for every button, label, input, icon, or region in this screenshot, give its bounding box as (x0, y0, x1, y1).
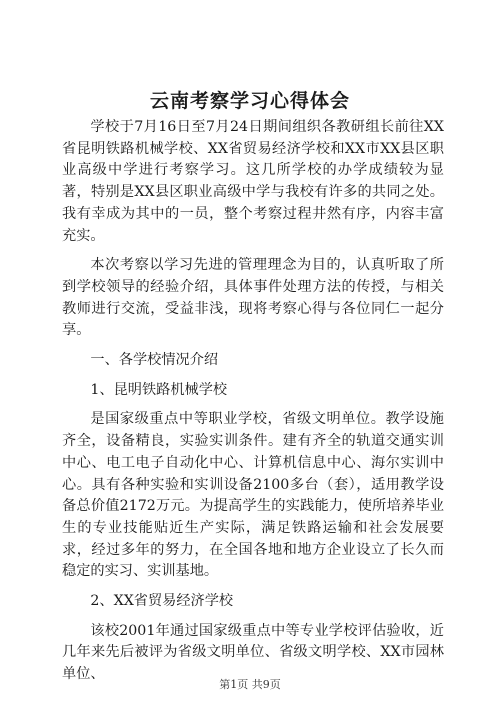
paragraph-school-1: 是国家级重点中等职业学校，省级文明单位。教学设施齐全，设备精良，实验实训条件。建有齐全的轨道交通实训中心、电工电子自动化中心、计算机信息中心、海尔实训中心。具有各种实验和实训设备2100多台（套），适用教学设备总价值2172万元。为提高学生的实践能力，使所培养毕业生的专业技能贴近生产实际，满足铁路运输和社会发展要求，经过多年的努力，在全国各地和地方企业设立了长久而稳定的实习、实训基地。 (62, 411, 444, 580)
paragraph-school-2: 该校2001年通过国家级重点中等专业学校评估验收，近几年来先后被评为省级文明单位、省级文明学校、XX市园林单位、 (62, 622, 444, 683)
page-number: 第1页 共9页 (219, 678, 281, 691)
subsection-heading-1: 1、昆明铁路机械学校 (90, 381, 228, 398)
subsection-heading-2: 2、XX省贸易经济学校 (90, 593, 234, 610)
paragraph-purpose: 本次考察以学习先进的管理理念为目的，认真听取了所到学校领导的经验介绍，具体事件处理方法的传授，与相关教师进行交流，受益非浅，现将考察心得与各位同仁一起分享。 (62, 257, 444, 339)
section-heading: 一、各学校情况介绍 (90, 352, 219, 369)
paragraph-intro: 学校于7月16日至7月24日期间组织各教研组长前往XX省昆明铁路机械学校、XX省贸易经济学校和XX市XX县区职业高级中学进行考察学习。这几所学校的办学成绩较为显著，特别是XX县区职业高级中学与我校有许多的共同之处。我有幸成为其中的一员，整个考察过程井然有序，内容丰富充实。 (62, 119, 444, 244)
document-title: 云南考察学习心得体会 (149, 90, 350, 112)
document-body (62, 117, 444, 694)
